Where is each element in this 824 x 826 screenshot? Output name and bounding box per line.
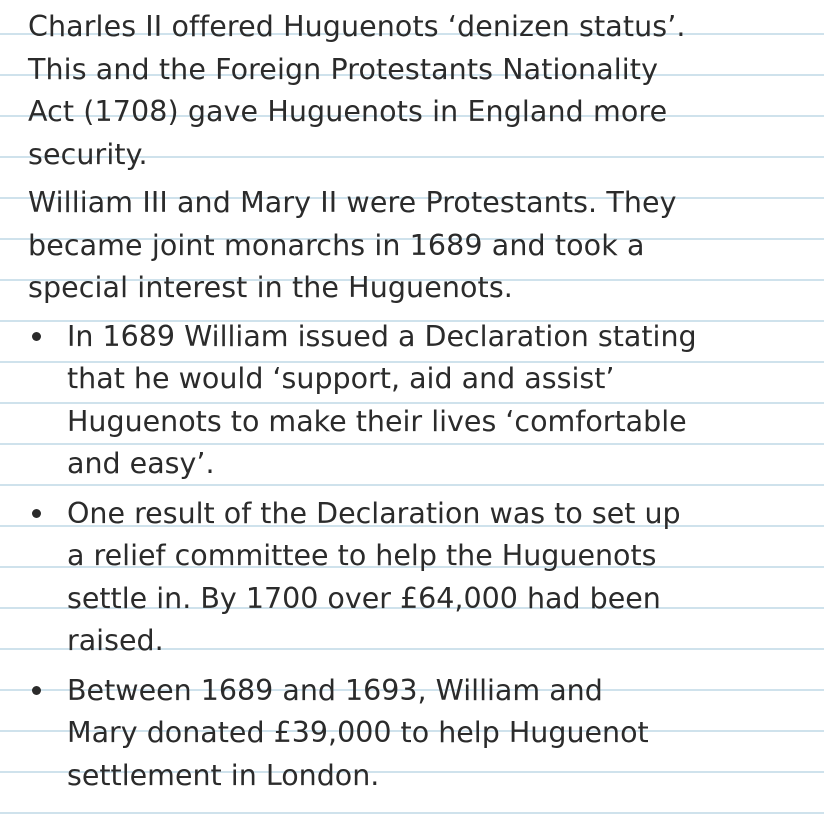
text-line: settle in. By 1700 over £64,000 had been <box>67 581 661 615</box>
text-line: that he would ‘support, aid and assist’ <box>67 362 615 395</box>
text-line: Between 1689 and 1693, William and <box>67 673 603 707</box>
bullet-item-relief-committee <box>28 493 818 663</box>
text-line: Mary donated £39,000 to help Huguenot <box>67 716 649 749</box>
text-line: settlement in London. <box>67 758 380 792</box>
bullet-item-donation <box>28 670 818 798</box>
text-line: Huguenots to make their lives ‘comfortable <box>67 404 687 438</box>
bullet-dot-icon <box>32 686 41 695</box>
paragraph-joint-monarchs <box>28 182 818 310</box>
text-line: special interest in the Huguenots. <box>28 271 513 304</box>
text-line: security. <box>28 137 148 171</box>
text-line: and easy’. <box>67 447 215 480</box>
text-line: One result of the Declaration was to set up <box>67 496 681 530</box>
text-line: a relief committee to help the Huguenots <box>67 539 657 572</box>
text-line: Act (1708) gave Huguenots in England more <box>28 95 668 128</box>
notes-content <box>28 6 818 804</box>
text-line: Charles II offered Huguenots ‘denizen status’. <box>28 10 686 43</box>
text-line: raised. <box>67 624 164 657</box>
bullet-item-declaration <box>28 316 818 486</box>
text-line: In 1689 William issued a Declaration stating <box>67 319 697 353</box>
text-line: This and the Foreign Protestants Nationality <box>28 52 659 86</box>
bullet-dot-icon <box>32 509 41 518</box>
text-line: became joint monarchs in 1689 and took a <box>28 228 645 262</box>
paragraph-denizen-status <box>28 6 818 176</box>
text-line: William III and Mary II were Protestants. They <box>28 186 677 219</box>
bullet-list <box>28 316 818 798</box>
bullet-dot-icon <box>32 332 41 341</box>
